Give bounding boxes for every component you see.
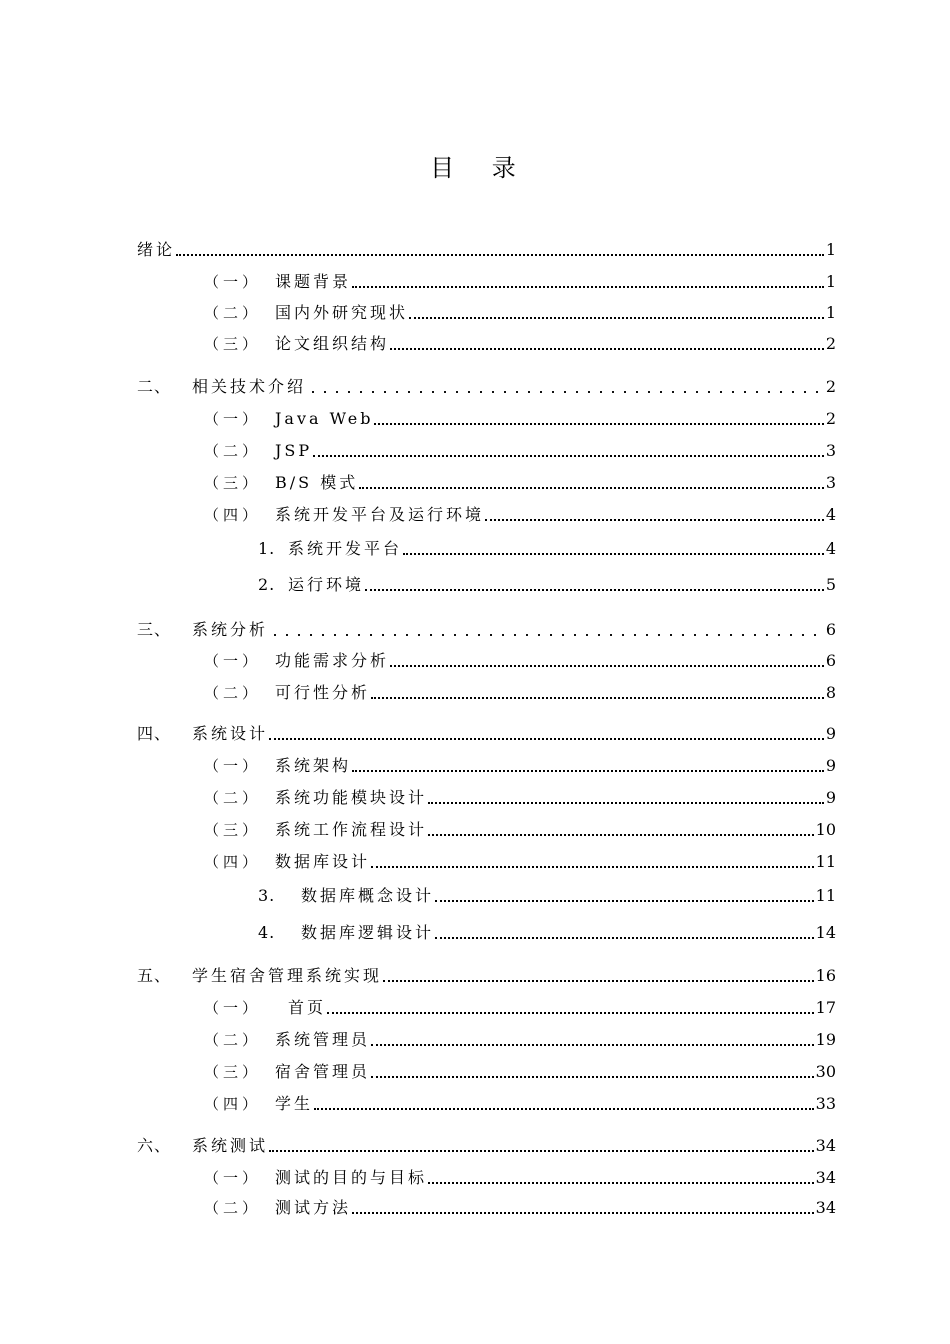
toc-entry-number: （一） (204, 652, 262, 670)
toc-entry[interactable] (0, 962, 950, 986)
toc-entry-page: 5 (825, 575, 836, 594)
toc-entry[interactable] (0, 535, 950, 559)
toc-entry-label: 系统工作流程设计 (275, 820, 428, 839)
toc-entry-number: （一） (204, 999, 262, 1017)
toc-entry-page: 34 (815, 1136, 836, 1155)
toc-entry-number: （一） (204, 273, 262, 291)
toc-entry-label: 宿舍管理员 (275, 1062, 371, 1081)
toc-entry-page: 11 (815, 852, 836, 871)
toc-entry[interactable] (0, 784, 950, 808)
toc-entry-number: （三） (204, 335, 262, 353)
toc-entry[interactable] (0, 1194, 950, 1218)
toc-entry[interactable] (0, 405, 950, 429)
toc-entry-page: 2 (825, 409, 836, 428)
toc-entry-page: 3 (825, 473, 836, 492)
toc-leader-dots (409, 317, 824, 319)
toc-entry[interactable] (0, 1132, 950, 1156)
toc-entry-page: 11 (815, 886, 836, 905)
toc-entry[interactable] (0, 373, 950, 397)
toc-leader-dots (352, 1212, 814, 1214)
toc-entry-number: （三） (204, 1063, 262, 1081)
toc-leader-dots (176, 254, 824, 256)
toc-entry[interactable] (0, 919, 950, 943)
toc-entry-label: 课题背景 (275, 272, 352, 291)
toc-entry[interactable] (0, 616, 950, 640)
toc-entry-label: 测试方法 (275, 1198, 352, 1217)
toc-entry[interactable] (0, 848, 950, 872)
toc-entry-number: （三） (204, 821, 262, 839)
toc-entry-page: 8 (825, 683, 836, 702)
toc-entry-label: 系统管理员 (275, 1030, 371, 1049)
toc-leader-dots (383, 980, 814, 982)
toc-entry-page: 3 (825, 441, 836, 460)
toc-entry-label: 系统功能模块设计 (275, 788, 428, 807)
toc-entry[interactable] (0, 882, 950, 906)
toc-leader-dots (352, 286, 824, 288)
toc-leader-dots (269, 633, 824, 637)
toc-entry[interactable] (0, 236, 950, 260)
toc-entry-page: 9 (825, 756, 836, 775)
toc-entry-label: 学生 (275, 1094, 314, 1113)
toc-entry[interactable] (0, 469, 950, 493)
toc-entry-page: 1 (825, 272, 836, 291)
toc-leader-dots (327, 1012, 814, 1014)
toc-entry-number: （二） (204, 442, 262, 460)
toc-entry-number: 三、 (137, 620, 172, 639)
toc-entry-number: （三） (204, 474, 262, 492)
toc-entry[interactable] (0, 647, 950, 671)
toc-entry-label: 绪论 (137, 240, 176, 259)
toc-entry-number: （四） (204, 853, 262, 871)
toc-leader-dots (371, 697, 824, 699)
toc-entry[interactable] (0, 994, 950, 1018)
toc-entry[interactable] (0, 1026, 950, 1050)
toc-entry-label: 系统分析 (192, 620, 269, 639)
toc-entry-number: （二） (204, 304, 262, 322)
toc-entry-label: 论文组织结构 (275, 334, 390, 353)
toc-leader-dots (371, 1044, 814, 1046)
toc-leader-dots (269, 738, 824, 740)
toc-leader-dots (314, 1108, 814, 1110)
toc-entry-page: 9 (825, 788, 836, 807)
toc-entry[interactable] (0, 752, 950, 776)
toc-entry-label: 功能需求分析 (275, 651, 390, 670)
toc-leader-dots (435, 937, 814, 939)
toc-entry-label: 学生宿舍管理系统实现 (192, 966, 383, 985)
toc-entry-page: 33 (815, 1094, 836, 1113)
toc-entry-number: （二） (204, 1199, 262, 1217)
toc-entry-page: 2 (825, 377, 836, 396)
toc-entry-number: （二） (204, 1031, 262, 1049)
toc-entry-number: （二） (204, 789, 262, 807)
toc-entry-label: 测试的目的与目标 (275, 1168, 428, 1187)
toc-entry[interactable] (0, 1164, 950, 1188)
toc-entry-page: 1 (825, 303, 836, 322)
toc-leader-dots (485, 519, 824, 521)
toc-entry[interactable] (0, 1090, 950, 1114)
toc-entry-label: 运行环境 (288, 575, 365, 594)
toc-leader-dots (435, 900, 814, 902)
toc-leader-dots (374, 423, 823, 425)
toc-entry[interactable] (0, 299, 950, 323)
toc-entry-label: 系统架构 (275, 756, 352, 775)
toc-entry-page: 6 (825, 620, 836, 639)
toc-entry-page: 2 (825, 334, 836, 353)
toc-entry-page: 4 (825, 539, 836, 558)
toc-entry-label: 数据库概念设计 (301, 886, 435, 905)
toc-entry-page: 34 (815, 1168, 836, 1187)
toc-entry-label: 系统开发平台及运行环境 (275, 505, 485, 524)
toc-entry-page: 19 (815, 1030, 836, 1049)
toc-leader-dots (390, 348, 824, 350)
toc-entry[interactable] (0, 501, 950, 525)
toc-entry-page: 17 (815, 998, 836, 1017)
toc-entry[interactable] (0, 268, 950, 292)
toc-entry-page: 16 (815, 966, 836, 985)
toc-entry[interactable] (0, 330, 950, 354)
toc-leader-dots (428, 1182, 814, 1184)
toc-entry-number: 五、 (137, 966, 172, 985)
toc-leader-dots (390, 665, 824, 667)
toc-entry-number: （二） (204, 684, 262, 702)
toc-leader-dots (371, 1076, 814, 1078)
toc-entry[interactable] (0, 571, 950, 595)
toc-entry[interactable] (0, 1058, 950, 1082)
toc-entry-label: Java Web (275, 409, 374, 428)
toc-entry-number: 六、 (137, 1136, 172, 1155)
toc-entry[interactable] (0, 720, 950, 744)
toc-entry-number: 2. (258, 575, 276, 594)
toc-leader-dots (428, 802, 824, 804)
toc-entry[interactable] (0, 437, 950, 461)
toc-entry-page: 10 (815, 820, 836, 839)
toc-entry-label: 系统开发平台 (288, 539, 403, 558)
toc-entry-label: B/S 模式 (275, 473, 359, 492)
toc-entry-label: 系统设计 (192, 724, 269, 743)
toc-entry-label: 可行性分析 (275, 683, 371, 702)
toc-entry-number: （四） (204, 506, 262, 524)
toc-leader-dots (365, 589, 824, 591)
toc-entry-page: 14 (815, 923, 836, 942)
toc-entry-number: （一） (204, 1169, 262, 1187)
toc-entry-page: 4 (825, 505, 836, 524)
toc-entry-page: 1 (825, 240, 836, 259)
toc-leader-dots (313, 455, 824, 457)
toc-entry-label: 数据库设计 (275, 852, 371, 871)
toc-leader-dots (371, 866, 814, 868)
toc-entry-page: 9 (825, 724, 836, 743)
toc-entry-number: 四、 (137, 724, 172, 743)
toc-leader-dots (403, 553, 824, 555)
toc-entry-number: 二、 (137, 377, 172, 396)
toc-entry-label: 首页 (288, 998, 327, 1017)
toc-entry-page: 30 (815, 1062, 836, 1081)
toc-leader-dots (269, 1150, 814, 1152)
toc-entry-label: 数据库逻辑设计 (301, 923, 435, 942)
toc-entry-label: 相关技术介绍 (192, 377, 307, 396)
toc-entry-number: 4. (258, 923, 276, 942)
toc-entry-number: 3. (258, 886, 276, 905)
toc-leader-dots (307, 390, 824, 394)
toc-entry-page: 34 (815, 1198, 836, 1217)
toc-entry-label: 国内外研究现状 (275, 303, 409, 322)
toc-entry-page: 6 (825, 651, 836, 670)
toc-leader-dots (352, 770, 824, 772)
toc-entry-number: （四） (204, 1095, 262, 1113)
page-title: 目 录 (430, 154, 520, 182)
toc-leader-dots (359, 487, 824, 489)
toc-entry[interactable] (0, 816, 950, 840)
toc-leader-dots (428, 834, 814, 836)
toc-entry[interactable] (0, 679, 950, 703)
toc-entry-label: JSP (275, 441, 313, 460)
toc-entry-number: （一） (204, 757, 262, 775)
toc-entry-number: （一） (204, 410, 262, 428)
toc-entry-number: 1. (258, 539, 276, 558)
toc-entry-label: 系统测试 (192, 1136, 269, 1155)
